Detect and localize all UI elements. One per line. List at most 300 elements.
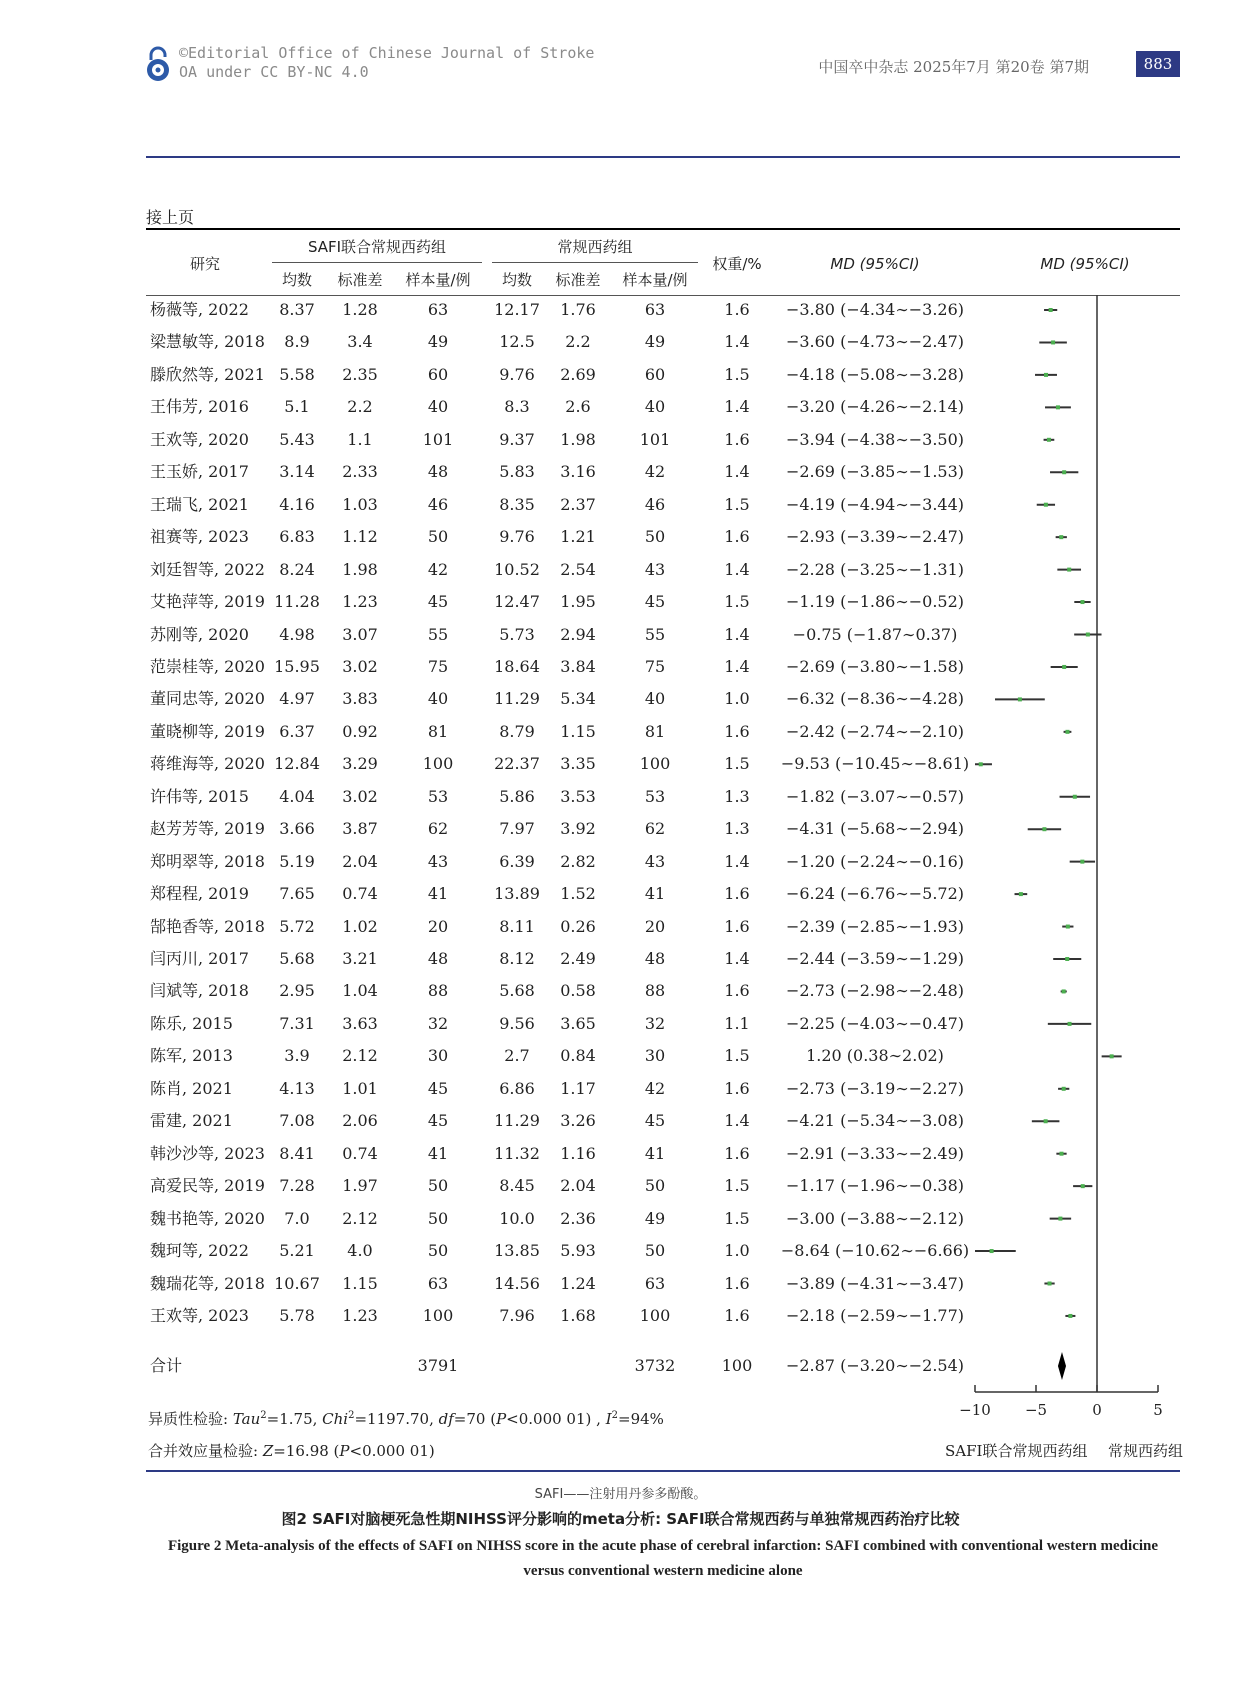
cell-ci: −2.91 (−3.33∼−2.49) [785, 1143, 965, 1163]
cell-m2: 8.79 [499, 721, 535, 741]
cell-sd1: 2.12 [342, 1046, 378, 1066]
cell-w: 1.5 [724, 1208, 750, 1228]
point-estimate [1048, 1282, 1052, 1286]
cell-n1: 63 [427, 1273, 449, 1293]
cell-w: 1.6 [724, 1078, 750, 1098]
study-name: 陈军, 2013 [150, 1046, 233, 1066]
cell-sd1: 3.4 [347, 332, 373, 352]
cell-n2: 49 [644, 1208, 666, 1228]
cell-w: 1.6 [724, 721, 750, 741]
cell-sd2: 2.36 [560, 1208, 596, 1228]
z-label: Z [262, 1442, 274, 1460]
cell-n2: 100 [639, 1305, 671, 1325]
cell-sd2: 1.68 [560, 1305, 596, 1325]
cell-m2: 8.12 [499, 949, 535, 968]
cell-n2: 50 [644, 1241, 666, 1261]
cell-m1: 6.83 [279, 527, 315, 547]
cell-ci: −3.60 (−4.73∼−2.47) [785, 332, 965, 352]
study-name: 范崇桂等, 2020 [150, 656, 265, 676]
cell-sd2: 1.52 [560, 884, 596, 904]
cell-n1: 100 [422, 1305, 454, 1325]
cell-w: 1.4 [724, 624, 750, 644]
study-name: 蒋维海等, 2020 [150, 754, 265, 774]
cell-m1: 5.1 [284, 397, 310, 417]
cell-m2: 11.29 [494, 1111, 540, 1131]
cell-w: 1.4 [724, 851, 750, 871]
g1-n-header: 样本量/例 [405, 271, 471, 289]
x-tick-label: −5 [1024, 1401, 1048, 1419]
point-estimate [1062, 989, 1066, 993]
cell-n1: 100 [422, 754, 454, 774]
cell-w: 1.1 [724, 1013, 750, 1033]
cell-n2: 62 [644, 819, 666, 839]
total-n2: 3732 [634, 1356, 676, 1375]
cell-ci: −2.44 (−3.59∼−1.29) [785, 949, 965, 968]
cell-m1: 3.14 [279, 462, 315, 482]
cell-sd1: 1.23 [342, 1305, 378, 1325]
abbreviation-note: SAFI——注射用丹参多酚酸。 [534, 1487, 707, 1502]
chi-value: =1197.70, [354, 1410, 439, 1428]
cell-n2: 63 [644, 300, 666, 319]
cell-ci: −3.94 (−4.38∼−3.50) [785, 429, 965, 449]
point-estimate [1051, 340, 1055, 344]
cell-ci: −2.28 (−3.25∼−1.31) [785, 559, 965, 579]
cell-w: 1.5 [724, 1176, 750, 1196]
cell-n2: 75 [644, 656, 666, 676]
cell-n1: 32 [427, 1013, 449, 1033]
cell-n2: 55 [644, 624, 666, 644]
study-name: 董晓柳等, 2019 [150, 721, 265, 741]
cell-m2: 5.86 [499, 786, 535, 806]
z-value: =16.98 ( [273, 1442, 340, 1460]
cell-m1: 4.16 [279, 494, 315, 514]
cell-n1: 43 [427, 851, 449, 871]
cell-ci: −6.24 (−6.76∼−5.72) [785, 884, 965, 904]
cell-n1: 50 [427, 1208, 449, 1228]
cell-ci: −8.64 (−10.62∼−6.66) [780, 1241, 970, 1261]
study-name: 魏书艳等, 2020 [150, 1208, 265, 1228]
cell-n1: 101 [422, 429, 454, 449]
cell-ci: −1.19 (−1.86∼−0.52) [785, 592, 965, 612]
cell-w: 1.4 [724, 397, 750, 417]
cell-sd1: 2.04 [342, 851, 378, 871]
cell-sd2: 1.21 [560, 527, 596, 547]
study-name: 王伟芳, 2016 [150, 397, 249, 417]
point-estimate [1073, 795, 1077, 799]
cell-sd2: 2.37 [560, 494, 596, 514]
cell-m2: 5.68 [499, 981, 535, 1001]
cell-m1: 7.0 [284, 1208, 310, 1228]
copyright-line2: OA under CC BY-NC 4.0 [179, 63, 369, 81]
point-estimate [1062, 665, 1066, 669]
cell-m1: 3.9 [284, 1046, 310, 1066]
cell-m2: 8.35 [499, 494, 535, 514]
cell-sd1: 3.29 [342, 754, 378, 774]
cell-ci: 1.20 (0.38∼2.02) [806, 1046, 944, 1066]
cell-sd1: 1.23 [342, 592, 378, 612]
oe-p-value: <0.000 01) [349, 1442, 435, 1460]
cell-n1: 46 [427, 494, 449, 514]
cell-m1: 2.95 [279, 981, 315, 1001]
het-prefix: 异质性检验: [148, 1410, 233, 1428]
cell-w: 1.6 [724, 1143, 750, 1163]
cell-sd1: 1.12 [342, 527, 378, 547]
cell-n2: 41 [644, 884, 666, 904]
study-name: 梁慧敏等, 2018 [150, 332, 265, 352]
cell-sd2: 1.16 [560, 1143, 596, 1163]
point-estimate [1065, 730, 1069, 734]
cell-w: 1.5 [724, 592, 750, 612]
cell-sd1: 0.74 [342, 1143, 378, 1163]
cell-ci: −2.25 (−4.03∼−0.47) [785, 1013, 965, 1033]
cell-w: 1.4 [724, 332, 750, 352]
study-name: 王瑞飞, 2021 [150, 494, 249, 514]
cell-sd1: 1.28 [342, 300, 378, 319]
cell-ci: −1.82 (−3.07∼−0.57) [785, 786, 965, 806]
cell-m1: 10.67 [274, 1273, 320, 1293]
summary-diamond [1058, 1352, 1066, 1380]
cell-n2: 81 [644, 721, 666, 741]
cell-m2: 8.11 [499, 916, 535, 936]
cell-n1: 88 [427, 981, 449, 1001]
study-name: 陈乐, 2015 [150, 1013, 233, 1033]
cell-n1: 62 [427, 819, 449, 839]
cell-sd2: 3.35 [560, 754, 596, 774]
cell-ci: −3.00 (−3.88∼−2.12) [785, 1208, 965, 1228]
cell-m2: 11.32 [494, 1143, 540, 1163]
cell-w: 1.6 [724, 1305, 750, 1325]
study-name: 高爱民等, 2019 [150, 1176, 265, 1196]
study-name: 王欢等, 2020 [150, 429, 249, 449]
cell-m1: 5.19 [279, 851, 315, 871]
point-estimate [1065, 957, 1069, 961]
cell-n2: 100 [639, 754, 671, 774]
point-estimate [1081, 1184, 1085, 1188]
heterogeneity-test: 异质性检验: Tau$^2$=1.75, Chi$^2$=1197.70, df=70 (P<0.000 01) , $I^2=94\%$ [148, 1410, 664, 1428]
cell-n1: 48 [427, 949, 449, 968]
point-estimate [1056, 405, 1060, 409]
cell-sd2: 2.94 [560, 624, 596, 644]
cell-n2: 88 [644, 981, 666, 1001]
point-estimate [1049, 308, 1053, 312]
point-estimate [1044, 373, 1048, 377]
cell-ci: −4.19 (−4.94∼−3.44) [785, 494, 965, 514]
cell-n1: 20 [427, 916, 449, 936]
col-weight: 权重/% [712, 255, 762, 273]
cell-m2: 18.64 [494, 656, 540, 676]
cell-sd1: 4.0 [347, 1241, 373, 1261]
cell-n1: 40 [427, 397, 449, 417]
cell-n2: 60 [644, 364, 666, 384]
cell-n2: 45 [644, 592, 666, 612]
cell-m2: 7.97 [499, 819, 535, 839]
col-md-plot: MD (95%CI) [1040, 255, 1130, 273]
study-name: 董同忠等, 2020 [150, 689, 265, 709]
cell-w: 1.3 [724, 819, 750, 839]
cell-sd1: 3.02 [342, 786, 378, 806]
study-name: 苏刚等, 2020 [150, 624, 249, 644]
continued-label: 接上页 [146, 208, 195, 227]
cell-w: 1.6 [724, 1273, 750, 1293]
total-label: 合计 [150, 1356, 183, 1375]
cell-ci: −2.42 (−2.74∼−2.10) [785, 721, 965, 741]
cell-sd2: 2.04 [560, 1176, 596, 1196]
study-name: 滕欣然等, 2021 [150, 364, 265, 384]
point-estimate [1068, 1314, 1072, 1318]
cell-w: 1.4 [724, 656, 750, 676]
cell-sd2: 0.58 [560, 981, 596, 1001]
cell-n2: 30 [644, 1046, 666, 1066]
cell-sd2: 1.24 [560, 1273, 596, 1293]
cell-m1: 8.37 [279, 300, 315, 319]
point-estimate [1059, 1152, 1063, 1156]
cell-m1: 7.28 [279, 1176, 315, 1196]
cell-sd1: 2.12 [342, 1208, 378, 1228]
cell-n1: 48 [427, 462, 449, 482]
cell-m2: 7.96 [499, 1305, 535, 1325]
cell-sd2: 2.54 [560, 559, 596, 579]
cell-m1: 5.68 [279, 949, 315, 968]
study-name: 艾艳萍等, 2019 [150, 592, 265, 612]
cell-sd2: 2.6 [565, 397, 591, 417]
p-value: <0.000 01) , [506, 1410, 606, 1428]
g2-sd-header: 标准差 [555, 271, 601, 289]
cell-n2: 40 [644, 689, 666, 709]
cell-n1: 60 [427, 364, 449, 384]
cell-w: 1.6 [724, 916, 750, 936]
cell-n1: 45 [427, 1111, 449, 1131]
cell-sd2: 1.17 [560, 1078, 596, 1098]
cell-w: 1.5 [724, 754, 750, 774]
point-estimate [1044, 503, 1048, 507]
cell-sd2: 5.93 [560, 1241, 596, 1261]
cell-ci: −2.93 (−3.39∼−2.47) [785, 527, 965, 547]
cell-sd1: 2.2 [347, 397, 373, 417]
cell-m2: 10.52 [494, 559, 540, 579]
cell-ci: −0.75 (−1.87∼0.37) [792, 624, 958, 644]
cell-ci: −4.21 (−5.34∼−3.08) [785, 1111, 965, 1131]
point-estimate [1047, 438, 1051, 442]
cell-n1: 53 [427, 786, 449, 806]
cell-w: 1.0 [724, 689, 750, 709]
total-ci: −2.87 (−3.20∼−2.54) [785, 1356, 965, 1375]
cell-sd2: 1.98 [560, 429, 596, 449]
cell-m1: 3.66 [279, 819, 315, 839]
cell-m1: 15.95 [274, 656, 320, 676]
point-estimate [1018, 697, 1022, 701]
cell-w: 1.5 [724, 1046, 750, 1066]
cell-n2: 50 [644, 1176, 666, 1196]
cell-n1: 40 [427, 689, 449, 709]
total-w: 100 [721, 1356, 753, 1375]
axis-left-label: SAFI联合常规西药组 [945, 1442, 1088, 1460]
cell-sd2: 2.69 [560, 364, 596, 384]
cell-n2: 43 [644, 559, 666, 579]
cell-ci: −6.32 (−8.36∼−4.28) [785, 689, 965, 709]
cell-sd2: 3.84 [560, 656, 596, 676]
cell-w: 1.6 [724, 429, 750, 449]
cell-sd2: 0.26 [560, 916, 596, 936]
study-name: 郑明翠等, 2018 [150, 851, 265, 871]
cell-sd1: 1.03 [342, 494, 378, 514]
point-estimate [1059, 535, 1063, 539]
cell-n1: 49 [427, 332, 449, 352]
cell-sd1: 3.63 [342, 1013, 378, 1033]
cell-ci: −2.69 (−3.85∼−1.53) [785, 462, 965, 482]
cell-n2: 42 [644, 1078, 666, 1098]
study-name: 闫斌等, 2018 [150, 981, 249, 1001]
cell-m1: 8.24 [279, 559, 315, 579]
cell-m2: 13.85 [494, 1241, 540, 1261]
study-name: 郜艳香等, 2018 [150, 916, 265, 936]
cell-m1: 4.04 [279, 786, 315, 806]
study-name: 王欢等, 2023 [150, 1305, 249, 1325]
figure-caption-cn: 图2 SAFI对脑梗死急性期NIHSS评分影响的meta分析: SAFI联合常规西药与单独常规西药治疗比较 [281, 1510, 960, 1528]
cell-m2: 13.89 [494, 884, 540, 904]
cell-ci: −3.89 (−4.31∼−3.47) [785, 1273, 965, 1293]
overall-effect-test [148, 1441, 435, 1461]
study-name: 韩沙沙等, 2023 [150, 1143, 265, 1163]
cell-sd2: 3.92 [560, 819, 596, 839]
cell-m1: 5.72 [279, 916, 315, 936]
cell-n2: 46 [644, 494, 666, 514]
study-name: 祖赛等, 2023 [150, 527, 249, 547]
cell-m1: 4.13 [279, 1078, 315, 1098]
cell-w: 1.0 [724, 1241, 750, 1261]
cell-ci: −3.80 (−4.34∼−3.26) [785, 300, 965, 319]
cell-sd2: 2.2 [565, 332, 591, 352]
cell-m1: 5.58 [279, 364, 315, 384]
cell-w: 1.5 [724, 494, 750, 514]
cell-m2: 14.56 [494, 1273, 540, 1293]
cell-n2: 48 [644, 949, 666, 968]
cell-ci: −9.53 (−10.45∼−8.61) [780, 754, 970, 774]
p-label: P [496, 1410, 507, 1428]
tau-value: =1.75, [266, 1410, 323, 1428]
study-name: 王玉娇, 2017 [150, 462, 249, 482]
cell-sd1: 3.07 [342, 624, 378, 644]
df-value: =70 ( [453, 1410, 497, 1428]
cell-ci: −1.20 (−2.24∼−0.16) [785, 851, 965, 871]
cell-w: 1.6 [724, 981, 750, 1001]
cell-w: 1.4 [724, 1111, 750, 1131]
cell-m2: 12.47 [494, 592, 540, 612]
cell-n1: 42 [427, 559, 449, 579]
df-label: df [438, 1410, 454, 1428]
cell-m1: 5.78 [279, 1305, 315, 1325]
point-estimate [1080, 860, 1084, 864]
point-estimate [1080, 600, 1084, 604]
cell-sd2: 2.49 [560, 949, 596, 968]
cell-w: 1.4 [724, 559, 750, 579]
cell-n2: 49 [644, 332, 666, 352]
cell-n1: 75 [427, 656, 449, 676]
cell-m2: 9.76 [499, 527, 535, 547]
cell-n2: 101 [639, 429, 671, 449]
study-name: 刘廷智等, 2022 [150, 559, 265, 579]
cell-ci: −4.31 (−5.68∼−2.94) [785, 819, 965, 839]
cell-m1: 7.08 [279, 1111, 315, 1131]
study-name: 许伟等, 2015 [150, 786, 249, 806]
study-name: 魏瑞花等, 2018 [150, 1273, 265, 1293]
cell-n2: 42 [644, 462, 666, 482]
cell-m2: 22.37 [494, 754, 540, 774]
col-study: 研究 [190, 255, 221, 273]
cell-sd1: 2.33 [342, 462, 378, 482]
cell-sd1: 2.35 [342, 364, 378, 384]
cell-m1: 8.9 [284, 332, 310, 352]
cell-m1: 5.43 [279, 429, 315, 449]
cell-ci: −3.20 (−4.26∼−2.14) [785, 397, 965, 417]
cell-sd2: 1.15 [560, 721, 596, 741]
cell-m2: 11.29 [494, 689, 540, 709]
cell-ci: −1.17 (−1.96∼−0.38) [785, 1176, 965, 1196]
cell-sd1: 2.06 [342, 1111, 378, 1131]
point-estimate [1044, 1119, 1048, 1123]
cell-n2: 32 [644, 1013, 666, 1033]
study-name: 赵芳芳等, 2019 [150, 819, 265, 839]
tau-label: Tau [232, 1410, 261, 1428]
group1-header: SAFI联合常规西药组 [307, 238, 447, 256]
g1-sd-header: 标准差 [337, 271, 383, 289]
study-name: 雷建, 2021 [150, 1111, 233, 1131]
point-estimate [1019, 892, 1023, 896]
cell-n2: 20 [644, 916, 666, 936]
cell-sd1: 1.1 [347, 429, 373, 449]
cell-sd1: 3.83 [342, 689, 378, 709]
cell-sd1: 1.04 [342, 981, 378, 1001]
cell-m2: 12.17 [494, 300, 540, 319]
cell-n2: 40 [644, 397, 666, 417]
i2-label: I [605, 1410, 612, 1428]
cell-n1: 41 [427, 884, 449, 904]
cell-n2: 43 [644, 851, 666, 871]
g2-mean-header: 均数 [501, 271, 532, 289]
cell-w: 1.4 [724, 949, 750, 968]
cell-sd2: 1.95 [560, 592, 596, 612]
point-estimate [1067, 568, 1071, 572]
cell-m2: 8.45 [499, 1176, 535, 1196]
cell-m1: 6.37 [279, 721, 315, 741]
cell-m1: 5.21 [279, 1241, 315, 1261]
cell-m2: 5.83 [499, 462, 535, 482]
cell-sd2: 3.53 [560, 786, 596, 806]
cell-sd1: 1.97 [342, 1176, 378, 1196]
cell-n1: 30 [427, 1046, 449, 1066]
cell-n1: 81 [427, 721, 449, 741]
cell-m2: 5.73 [499, 624, 535, 644]
cell-sd1: 1.02 [342, 916, 378, 936]
point-estimate [1062, 1087, 1066, 1091]
cell-n1: 50 [427, 1241, 449, 1261]
study-name: 杨薇等, 2022 [150, 300, 249, 319]
cell-sd2: 1.76 [560, 300, 596, 319]
cell-w: 1.6 [724, 884, 750, 904]
i2-value: =94% [618, 1410, 664, 1428]
cell-ci: −2.69 (−3.80∼−1.58) [785, 656, 965, 676]
cell-sd2: 0.84 [560, 1046, 596, 1066]
cell-n1: 50 [427, 527, 449, 547]
cell-m2: 9.56 [499, 1013, 535, 1033]
cell-w: 1.6 [724, 300, 750, 319]
cell-sd2: 3.16 [560, 462, 596, 482]
cell-sd1: 0.92 [342, 721, 378, 741]
cell-sd1: 0.74 [342, 884, 378, 904]
cell-sd2: 5.34 [560, 689, 596, 709]
point-estimate [1086, 633, 1090, 637]
cell-ci: −2.73 (−3.19∼−2.27) [785, 1078, 965, 1098]
x-tick-label: 5 [1153, 1401, 1163, 1419]
